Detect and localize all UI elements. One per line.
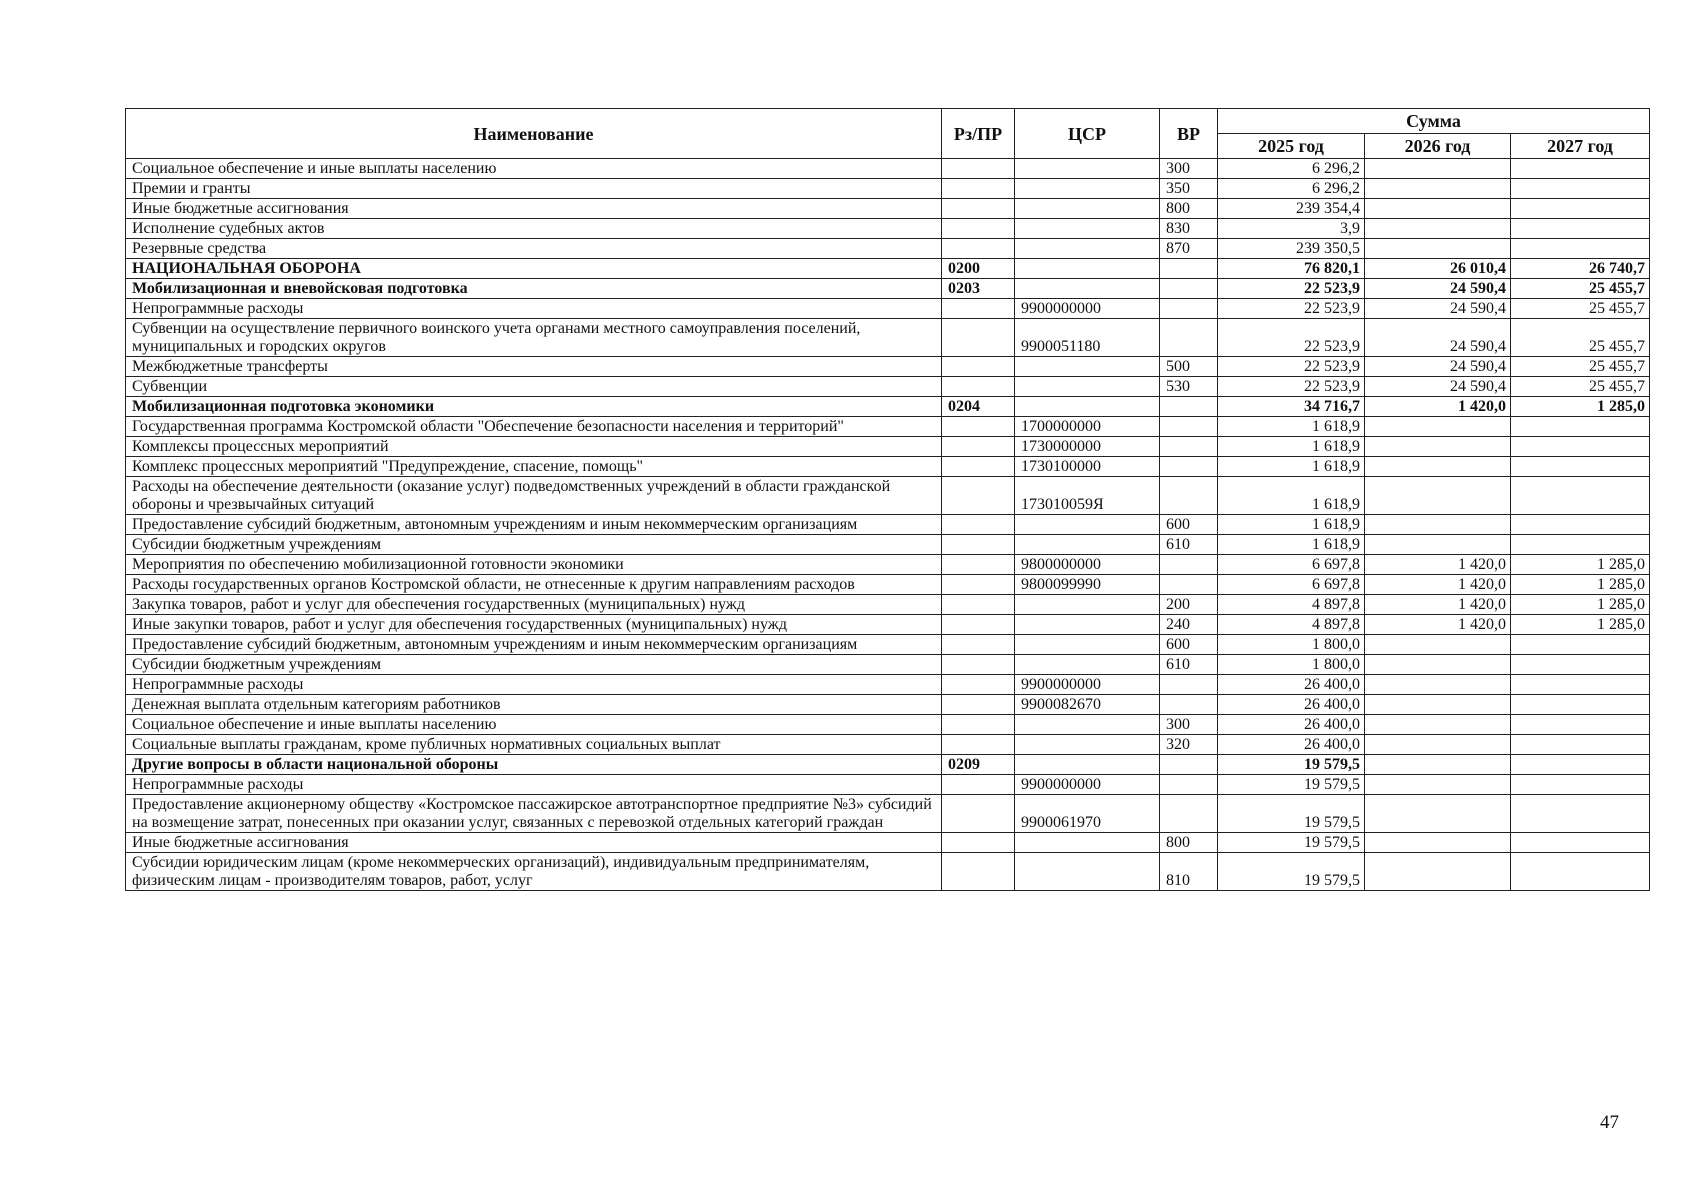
cell-name: Комплексы процессных мероприятий <box>126 437 942 457</box>
cell-vr <box>1160 259 1218 279</box>
cell-name: Другие вопросы в области национальной обороны <box>126 755 942 775</box>
cell-2027 <box>1511 159 1650 179</box>
cell-2026 <box>1365 735 1511 755</box>
cell-name: Непрограммные расходы <box>126 775 942 795</box>
cell-2027 <box>1511 675 1650 695</box>
table-row <box>126 457 1650 477</box>
cell-rzpr <box>942 357 1015 377</box>
cell-2027 <box>1511 795 1650 833</box>
cell-2027 <box>1511 179 1650 199</box>
table-row <box>126 159 1650 179</box>
header-2027: 2027 год <box>1511 134 1650 159</box>
cell-csr <box>1015 239 1160 259</box>
cell-2026 <box>1365 635 1511 655</box>
cell-vr <box>1160 555 1218 575</box>
cell-rzpr <box>942 319 1015 357</box>
cell-2026 <box>1365 159 1511 179</box>
cell-2025: 26 400,0 <box>1218 715 1365 735</box>
cell-csr: 173010059Я <box>1015 477 1160 515</box>
cell-name: Мобилизационная и вневойсковая подготовка <box>126 279 942 299</box>
cell-csr: 1730100000 <box>1015 457 1160 477</box>
cell-2025: 6 296,2 <box>1218 159 1365 179</box>
table-row <box>126 535 1650 555</box>
cell-csr: 9900000000 <box>1015 675 1160 695</box>
cell-2025: 22 523,9 <box>1218 319 1365 357</box>
cell-2026 <box>1365 437 1511 457</box>
cell-rzpr <box>942 715 1015 735</box>
cell-2025: 1 618,9 <box>1218 515 1365 535</box>
cell-name: Непрограммные расходы <box>126 299 942 319</box>
cell-2027: 25 455,7 <box>1511 279 1650 299</box>
cell-2025: 22 523,9 <box>1218 357 1365 377</box>
cell-2025: 22 523,9 <box>1218 299 1365 319</box>
cell-2025: 1 618,9 <box>1218 417 1365 437</box>
table-row <box>126 319 1650 357</box>
cell-vr: 800 <box>1160 833 1218 853</box>
table-row <box>126 655 1650 675</box>
cell-name: Предоставление субсидий бюджетным, автономным учреждениям и иным некоммерческим организациям <box>126 635 942 655</box>
cell-2025: 239 354,4 <box>1218 199 1365 219</box>
cell-csr <box>1015 199 1160 219</box>
cell-2025: 4 897,8 <box>1218 615 1365 635</box>
cell-2027 <box>1511 515 1650 535</box>
page-number: 47 <box>1600 1112 1619 1133</box>
cell-2026 <box>1365 199 1511 219</box>
cell-2026: 24 590,4 <box>1365 279 1511 299</box>
cell-csr <box>1015 219 1160 239</box>
cell-2026: 24 590,4 <box>1365 357 1511 377</box>
cell-2027 <box>1511 775 1650 795</box>
cell-csr: 9900000000 <box>1015 299 1160 319</box>
cell-csr <box>1015 259 1160 279</box>
cell-2025: 19 579,5 <box>1218 755 1365 775</box>
cell-csr <box>1015 615 1160 635</box>
cell-vr <box>1160 417 1218 437</box>
cell-2026 <box>1365 833 1511 853</box>
cell-csr <box>1015 535 1160 555</box>
cell-rzpr <box>942 675 1015 695</box>
cell-2025: 3,9 <box>1218 219 1365 239</box>
cell-name: Резервные средства <box>126 239 942 259</box>
cell-2027: 1 285,0 <box>1511 575 1650 595</box>
cell-2026: 1 420,0 <box>1365 595 1511 615</box>
cell-2026 <box>1365 219 1511 239</box>
cell-rzpr: 0209 <box>942 755 1015 775</box>
cell-csr <box>1015 595 1160 615</box>
cell-csr: 9800099990 <box>1015 575 1160 595</box>
cell-name: Субвенции на осуществление первичного воинского учета органами местного самоуправления поселений, муниципальных и городских округов <box>126 319 942 357</box>
table-row <box>126 279 1650 299</box>
cell-2026 <box>1365 515 1511 535</box>
cell-vr <box>1160 695 1218 715</box>
cell-vr: 240 <box>1160 615 1218 635</box>
header-row-1 <box>126 109 1650 134</box>
table-row <box>126 595 1650 615</box>
cell-2025: 19 579,5 <box>1218 833 1365 853</box>
cell-2027 <box>1511 715 1650 735</box>
cell-2026 <box>1365 477 1511 515</box>
cell-2027 <box>1511 833 1650 853</box>
cell-2025: 6 697,8 <box>1218 555 1365 575</box>
cell-2027: 26 740,7 <box>1511 259 1650 279</box>
cell-2025: 26 400,0 <box>1218 675 1365 695</box>
cell-csr <box>1015 357 1160 377</box>
table-row <box>126 575 1650 595</box>
header-2026: 2026 год <box>1365 134 1511 159</box>
cell-2026: 1 420,0 <box>1365 397 1511 417</box>
table-row <box>126 377 1650 397</box>
table-row <box>126 755 1650 775</box>
cell-name: Исполнение судебных актов <box>126 219 942 239</box>
cell-rzpr <box>942 595 1015 615</box>
cell-vr: 600 <box>1160 635 1218 655</box>
cell-2027 <box>1511 199 1650 219</box>
cell-2026 <box>1365 775 1511 795</box>
table-row <box>126 219 1650 239</box>
cell-2025: 1 618,9 <box>1218 535 1365 555</box>
cell-2026 <box>1365 715 1511 735</box>
cell-vr <box>1160 795 1218 833</box>
table-row <box>126 555 1650 575</box>
cell-vr: 200 <box>1160 595 1218 615</box>
budget-table <box>125 108 1650 891</box>
cell-vr: 810 <box>1160 853 1218 891</box>
cell-rzpr <box>942 655 1015 675</box>
cell-2027: 1 285,0 <box>1511 615 1650 635</box>
cell-2026 <box>1365 239 1511 259</box>
cell-vr: 610 <box>1160 655 1218 675</box>
cell-csr: 9900061970 <box>1015 795 1160 833</box>
cell-name: Непрограммные расходы <box>126 675 942 695</box>
cell-rzpr <box>942 795 1015 833</box>
table-row <box>126 615 1650 635</box>
cell-2025: 1 618,9 <box>1218 457 1365 477</box>
cell-vr: 350 <box>1160 179 1218 199</box>
cell-2027: 25 455,7 <box>1511 357 1650 377</box>
cell-rzpr <box>942 417 1015 437</box>
cell-vr <box>1160 437 1218 457</box>
cell-2027: 25 455,7 <box>1511 299 1650 319</box>
header-rzpr: Рз/ПР <box>942 109 1015 159</box>
cell-vr: 320 <box>1160 735 1218 755</box>
cell-csr <box>1015 735 1160 755</box>
table-row <box>126 239 1650 259</box>
cell-rzpr <box>942 775 1015 795</box>
cell-vr: 300 <box>1160 159 1218 179</box>
cell-csr: 9900051180 <box>1015 319 1160 357</box>
header-vr: ВР <box>1160 109 1218 159</box>
cell-vr: 600 <box>1160 515 1218 535</box>
cell-2027 <box>1511 477 1650 515</box>
cell-rzpr <box>942 377 1015 397</box>
cell-2027 <box>1511 655 1650 675</box>
table-row <box>126 635 1650 655</box>
cell-2025: 26 400,0 <box>1218 735 1365 755</box>
cell-2027 <box>1511 635 1650 655</box>
cell-2026 <box>1365 795 1511 833</box>
cell-rzpr <box>942 615 1015 635</box>
cell-csr <box>1015 755 1160 775</box>
cell-vr: 610 <box>1160 535 1218 555</box>
cell-rzpr <box>942 219 1015 239</box>
cell-2027 <box>1511 437 1650 457</box>
cell-rzpr <box>942 833 1015 853</box>
cell-csr <box>1015 655 1160 675</box>
cell-name: Социальные выплаты гражданам, кроме публичных нормативных социальных выплат <box>126 735 942 755</box>
cell-2026 <box>1365 695 1511 715</box>
cell-rzpr <box>942 299 1015 319</box>
cell-vr <box>1160 279 1218 299</box>
cell-2026: 1 420,0 <box>1365 615 1511 635</box>
cell-2026: 24 590,4 <box>1365 377 1511 397</box>
cell-name: Расходы на обеспечение деятельности (оказание услуг) подведомственных учреждений в области гражданской обороны и чрезвычайных ситуаций <box>126 477 942 515</box>
header-2025: 2025 год <box>1218 134 1365 159</box>
cell-name: Иные закупки товаров, работ и услуг для обеспечения государственных (муниципальных) нужд <box>126 615 942 635</box>
cell-2025: 1 618,9 <box>1218 477 1365 515</box>
cell-rzpr <box>942 199 1015 219</box>
cell-2025: 239 350,5 <box>1218 239 1365 259</box>
header-sum: Сумма <box>1218 109 1650 134</box>
cell-csr: 1700000000 <box>1015 417 1160 437</box>
table-row <box>126 199 1650 219</box>
cell-rzpr <box>942 853 1015 891</box>
cell-2027: 1 285,0 <box>1511 595 1650 615</box>
cell-2025: 1 800,0 <box>1218 655 1365 675</box>
cell-2027 <box>1511 735 1650 755</box>
table-row <box>126 735 1650 755</box>
cell-rzpr <box>942 457 1015 477</box>
cell-2027 <box>1511 239 1650 259</box>
cell-rzpr: 0204 <box>942 397 1015 417</box>
cell-name: Межбюджетные трансферты <box>126 357 942 377</box>
cell-vr <box>1160 675 1218 695</box>
cell-csr <box>1015 515 1160 535</box>
cell-vr <box>1160 299 1218 319</box>
cell-2026 <box>1365 755 1511 775</box>
table-row <box>126 397 1650 417</box>
cell-vr <box>1160 477 1218 515</box>
cell-2027 <box>1511 219 1650 239</box>
table-row <box>126 795 1650 833</box>
cell-vr <box>1160 575 1218 595</box>
cell-2025: 1 618,9 <box>1218 437 1365 457</box>
cell-2026: 26 010,4 <box>1365 259 1511 279</box>
cell-name: Государственная программа Костромской области "Обеспечение безопасности населения и территорий" <box>126 417 942 437</box>
cell-2025: 19 579,5 <box>1218 795 1365 833</box>
cell-rzpr <box>942 179 1015 199</box>
cell-name: Закупка товаров, работ и услуг для обеспечения государственных (муниципальных) нужд <box>126 595 942 615</box>
cell-2026: 24 590,4 <box>1365 319 1511 357</box>
cell-csr <box>1015 635 1160 655</box>
cell-vr <box>1160 457 1218 477</box>
cell-name: Социальное обеспечение и иные выплаты населению <box>126 159 942 179</box>
cell-rzpr <box>942 575 1015 595</box>
cell-2025: 19 579,5 <box>1218 853 1365 891</box>
cell-2025: 6 697,8 <box>1218 575 1365 595</box>
cell-2026: 24 590,4 <box>1365 299 1511 319</box>
cell-csr <box>1015 853 1160 891</box>
cell-name: НАЦИОНАЛЬНАЯ ОБОРОНА <box>126 259 942 279</box>
table-row <box>126 357 1650 377</box>
cell-name: Комплекс процессных мероприятий "Предупреждение, спасение, помощь" <box>126 457 942 477</box>
cell-rzpr <box>942 555 1015 575</box>
cell-name: Субсидии юридическим лицам (кроме некоммерческих организаций), индивидуальным предпринимателям, физическим лицам - производителям товаров, работ, услуг <box>126 853 942 891</box>
table-row <box>126 299 1650 319</box>
table-row <box>126 775 1650 795</box>
cell-csr: 9900000000 <box>1015 775 1160 795</box>
cell-rzpr <box>942 735 1015 755</box>
cell-name: Премии и гранты <box>126 179 942 199</box>
table-row <box>126 259 1650 279</box>
cell-2026 <box>1365 853 1511 891</box>
cell-rzpr <box>942 535 1015 555</box>
cell-2026: 1 420,0 <box>1365 575 1511 595</box>
cell-csr <box>1015 715 1160 735</box>
table-row <box>126 675 1650 695</box>
table-row <box>126 515 1650 535</box>
cell-2026: 1 420,0 <box>1365 555 1511 575</box>
cell-2027 <box>1511 755 1650 775</box>
cell-2025: 4 897,8 <box>1218 595 1365 615</box>
cell-2026 <box>1365 535 1511 555</box>
table-row <box>126 715 1650 735</box>
cell-name: Иные бюджетные ассигнования <box>126 833 942 853</box>
cell-2025: 34 716,7 <box>1218 397 1365 417</box>
cell-csr: 9900082670 <box>1015 695 1160 715</box>
cell-name: Мобилизационная подготовка экономики <box>126 397 942 417</box>
cell-2027 <box>1511 535 1650 555</box>
budget-table-container <box>125 108 1649 891</box>
cell-vr: 830 <box>1160 219 1218 239</box>
cell-2025: 6 296,2 <box>1218 179 1365 199</box>
cell-name: Субсидии бюджетным учреждениям <box>126 535 942 555</box>
table-row <box>126 695 1650 715</box>
cell-vr <box>1160 397 1218 417</box>
cell-vr: 500 <box>1160 357 1218 377</box>
cell-rzpr <box>942 695 1015 715</box>
cell-rzpr <box>942 515 1015 535</box>
cell-2027: 1 285,0 <box>1511 555 1650 575</box>
cell-rzpr: 0200 <box>942 259 1015 279</box>
header-name: Наименование <box>126 109 942 159</box>
cell-2025: 26 400,0 <box>1218 695 1365 715</box>
cell-rzpr <box>942 635 1015 655</box>
cell-2025: 1 800,0 <box>1218 635 1365 655</box>
cell-2027 <box>1511 457 1650 477</box>
cell-2025: 76 820,1 <box>1218 259 1365 279</box>
cell-csr <box>1015 159 1160 179</box>
cell-2027 <box>1511 853 1650 891</box>
cell-2027: 1 285,0 <box>1511 397 1650 417</box>
cell-csr: 9800000000 <box>1015 555 1160 575</box>
cell-rzpr <box>942 477 1015 515</box>
cell-csr <box>1015 377 1160 397</box>
cell-name: Субсидии бюджетным учреждениям <box>126 655 942 675</box>
cell-name: Субвенции <box>126 377 942 397</box>
cell-2025: 19 579,5 <box>1218 775 1365 795</box>
cell-csr <box>1015 833 1160 853</box>
cell-csr <box>1015 179 1160 199</box>
cell-rzpr: 0203 <box>942 279 1015 299</box>
cell-2025: 22 523,9 <box>1218 279 1365 299</box>
cell-name: Мероприятия по обеспечению мобилизационной готовности экономики <box>126 555 942 575</box>
cell-vr <box>1160 775 1218 795</box>
table-body <box>126 159 1650 891</box>
cell-rzpr <box>942 239 1015 259</box>
cell-name: Денежная выплата отдельным категориям работников <box>126 695 942 715</box>
cell-2026 <box>1365 457 1511 477</box>
cell-vr: 300 <box>1160 715 1218 735</box>
table-row <box>126 437 1650 457</box>
table-row <box>126 417 1650 437</box>
cell-2026 <box>1365 417 1511 437</box>
cell-2027: 25 455,7 <box>1511 377 1650 397</box>
cell-vr: 530 <box>1160 377 1218 397</box>
table-row <box>126 179 1650 199</box>
cell-vr: 870 <box>1160 239 1218 259</box>
cell-name: Предоставление акционерному обществу «Костромское пассажирское автотранспортное предприятие №3» субсидий на возмещение затрат, понесенных при оказании услуг, связанных с перевозкой отдельных категорий граждан <box>126 795 942 833</box>
header-csr: ЦСР <box>1015 109 1160 159</box>
cell-2027: 25 455,7 <box>1511 319 1650 357</box>
cell-csr <box>1015 279 1160 299</box>
cell-csr <box>1015 397 1160 417</box>
cell-name: Предоставление субсидий бюджетным, автономным учреждениям и иным некоммерческим организациям <box>126 515 942 535</box>
cell-2026 <box>1365 179 1511 199</box>
cell-2027 <box>1511 417 1650 437</box>
cell-2026 <box>1365 675 1511 695</box>
cell-name: Социальное обеспечение и иные выплаты населению <box>126 715 942 735</box>
table-row <box>126 833 1650 853</box>
cell-vr <box>1160 755 1218 775</box>
table-row <box>126 477 1650 515</box>
cell-vr: 800 <box>1160 199 1218 219</box>
cell-rzpr <box>942 159 1015 179</box>
cell-2025: 22 523,9 <box>1218 377 1365 397</box>
cell-rzpr <box>942 437 1015 457</box>
cell-csr: 1730000000 <box>1015 437 1160 457</box>
table-row <box>126 853 1650 891</box>
cell-vr <box>1160 319 1218 357</box>
cell-2026 <box>1365 655 1511 675</box>
cell-2027 <box>1511 695 1650 715</box>
cell-name: Иные бюджетные ассигнования <box>126 199 942 219</box>
cell-name: Расходы государственных органов Костромской области, не отнесенные к другим направлениям расходов <box>126 575 942 595</box>
